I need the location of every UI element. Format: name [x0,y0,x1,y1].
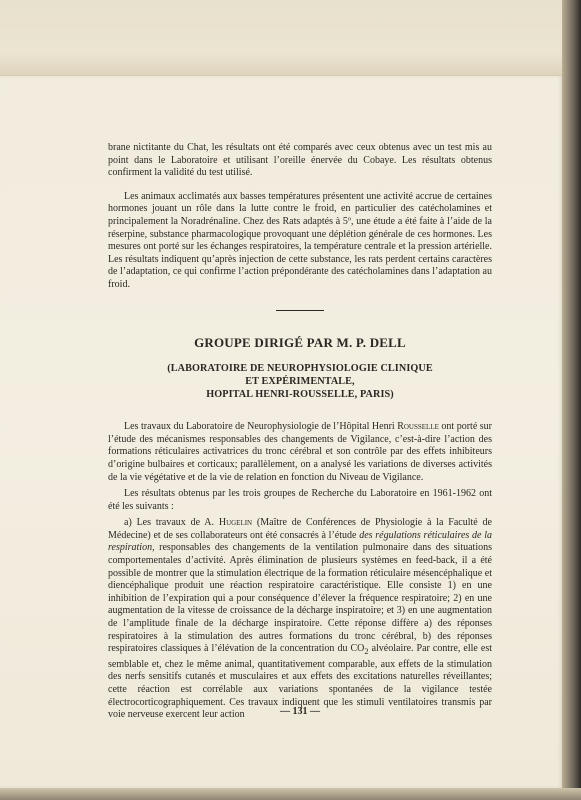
text-run: ont porté sur l’étude des mécanismes responsables des changements de Vigilance, c’est-à-dire l’action des formations réticulaires activatrices du tronc cérébral et son contrôle par des effets inhibiteurs d’origine bulbaires et corticaux; parallèlement, on a analysé les variations de diverses activités de la vie végétative et de la vie de relation en fonction du Niveau de Vigilance. [108,421,493,483]
page-body [108,142,492,722]
scan-right-edge [562,0,581,800]
scan-bottom-edge [0,788,581,800]
laboratory-subheading [108,362,492,401]
paragraph-lab-overview [108,421,492,484]
subscript-2: 2 [364,647,369,657]
text-run: (Maître de Conférences de Physiologie à la Faculté de Médecine) et de ses collaborateurs ont été consacrés à l’étude [108,517,492,541]
scan-top-band [0,0,581,76]
laboratory-subheading-line-1: (LABORATOIRE DE NEUROPHYSIOLOGIE CLINIQUE [167,363,433,375]
author-name-rousselle: Rousselle [397,421,439,433]
author-name-hugelin: Hugelin [218,517,253,529]
paragraph-cold-adaptation: Les animaux acclimatés aux basses températures présentent une activité accrue de certaines hormones jouant un rôle dans la lutte contre le froid, en particulier des catécholamines et principalement la Noradrénaline. Chez des Rats adaptés à 5º, une étude a été faite à l’aide de la réserpine, substance pharmacologique provoquant une déplétion générale de ces hormones. Les mesures ont porté sur les échanges respiratoires, la température centrale et la pression artérielle. Les résultats indiquent qu’après injection de cette substance, les rats perdent certains caractères de l’adaptation, ce qui confirme l’action prépondérante des catécholamines dans l’adaptation au froid. [108,190,492,290]
laboratory-subheading-line-2: ET EXPÉRIMENTALE, [245,376,355,388]
paragraph-continuation: brane nictitante du Chat, les résultats ont été comparés avec ceux obtenus avec un test mis au point dans le Laboratoire et utilisant l’oreille énervée du Cobaye. Les résultats obtenus confirment la validité du test utilisé. [108,142,492,179]
text-run: a) Les travaux de A. [124,517,219,529]
paragraph-hugelin-work [108,517,492,722]
emphasis-respiration: des régulations réticulaires de la respiration, [108,529,492,554]
text-run: alvéolaire. Par contre, elle est semblable et, chez le même animal, quantitativement comparable, aux effets de la stimulation des nerfs sensitifs cutanés et musculaires et aux effets des excitations naturelles réveillantes; cette réaction est corrélable aux variations spontanées de la vigilance testée électrocorticographiquement. Ces travaux indiquent que les stimuli ventilatoires transmis par voie nerveuse exercent leur action [108,643,492,721]
section-divider [276,310,324,312]
text-run: Les travaux du Laboratoire de Neurophysiologie de l’Hôpital Henri [124,421,398,433]
laboratory-subheading-line-3: HOPITAL HENRI-ROUSSELLE, PARIS) [206,389,394,401]
paragraph-results-intro: Les résultats obtenus par les trois groupes de Recherche du Laboratoire en 1961-1962 ont été les suivants : [108,488,492,512]
page-number: — 131 — [280,706,320,717]
section-heading: GROUPE DIRIGÉ PAR M. P. DELL [194,335,406,351]
text-run: responsables des changements de la ventilation pulmonaire dans des situations comportementales d’activité. Après élimination de plusieurs systèmes en feed-back, il a été possible de montrer que la stimulation électrique de la formation réticulaire mésencéphalique et diencéphalique produit une réaction respiratoire caractéristique. Elle consiste 1) en une inhibition de l’expiration qui a pour conséquence d’élever la fréquence respiratoire; 2) en une augmentation de la vitesse de croissance de la décharge inspiratoire; et 3) en une augmentation de l’amplitude finale de la décharge inspiratoire. Cette réponse diffère a) des réponses respiratoires à la stimulation des autres formations du tronc cérébral, b) des réponses respiratoires classiques à l’élévation de la concentration du CO [108,542,492,655]
